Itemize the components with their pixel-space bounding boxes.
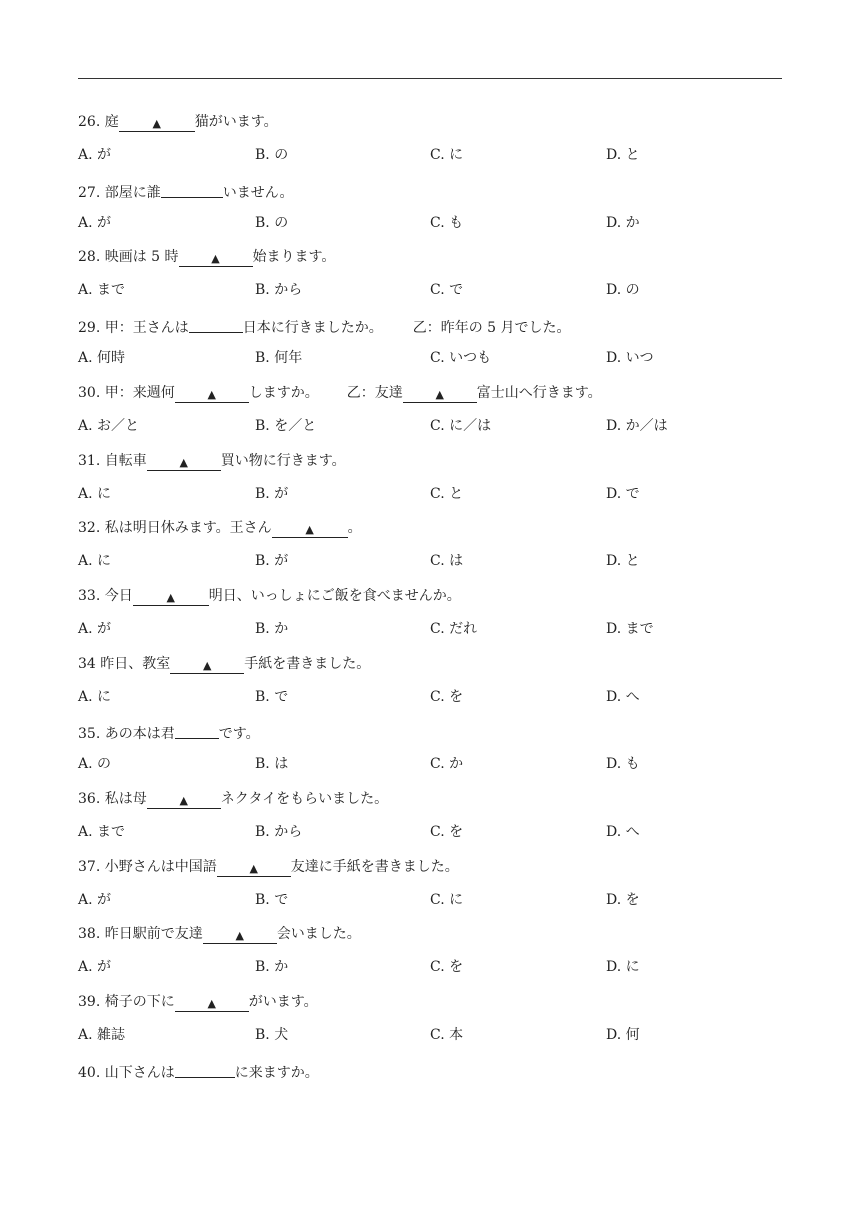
options-row [78,688,782,706]
option-b: B. から [255,824,303,840]
options-row [78,958,782,976]
options-row [78,485,782,503]
option-b: B. で [255,688,289,705]
option-c: C. いつも [430,350,492,367]
question-text: に来ますか。 [234,1064,319,1081]
question-text: 36. 私は母 [78,791,147,807]
option-d: D. へ [606,688,640,705]
option-c: C. を [430,824,464,840]
option-b: B. は [255,756,289,773]
option-a: A. まで [78,824,126,840]
answer-blank: ▲ [119,116,195,132]
question-text: 33. 今日 [78,587,133,604]
question-text: 友達に手紙を書きました。 [290,858,459,875]
option-c: C. に [430,147,464,163]
question-stem [78,384,602,402]
options-row [78,620,782,638]
option-a: A. まで [78,282,126,299]
option-a: A. 雑誌 [78,1027,126,1044]
question-stem [78,113,278,131]
question-text: 30. 甲：来週何 [78,384,175,401]
question-stem [78,790,388,808]
option-c: C. も [430,214,464,231]
option-b: B. 何年 [255,350,303,367]
option-d: D. 何 [606,1027,640,1044]
option-d: D. か [606,214,640,231]
option-b: B. か [255,959,289,976]
option-a: A. 何時 [78,350,126,367]
option-a: A. が [78,147,112,163]
option-c: C. で [430,282,464,299]
option-d: D. へ [606,824,640,840]
question-text: 39. 椅子の下に [78,994,175,1011]
question-text: がいます。 [248,994,318,1011]
option-d: D. も [606,756,640,773]
options-row [78,281,782,299]
option-b: B. 犬 [255,1027,289,1044]
answer-blank [161,182,223,198]
question-text: 日本に行きましたか。 [242,320,383,337]
answer-blank: ▲ [272,522,348,538]
option-a: A. の [78,756,112,773]
answer-blank: ▲ [175,996,249,1012]
answer-blank: ▲ [170,658,244,674]
question-stem [78,993,318,1011]
question-stem [78,316,571,337]
answer-blank: ▲ [403,387,477,403]
answer-blank: ▲ [147,455,221,471]
option-c: C. だれ [430,620,478,637]
question-stem [78,722,260,743]
question-text: 始まります。 [252,249,336,266]
option-b: B. で [255,891,289,908]
question-stem [78,587,461,605]
option-c: C. は [430,553,464,570]
answer-blank: ▲ [175,387,249,403]
option-b: B. の [255,214,289,231]
options-row [78,552,782,570]
question-text: 27. 部屋に誰 [78,184,161,201]
question-text: 34 昨日、教室 [78,655,171,672]
option-d: D. と [606,147,640,163]
options-row [78,891,782,909]
option-a: A. が [78,620,112,637]
question-text: 38. 昨日駅前で友達 [78,926,203,943]
options-row [78,1026,782,1044]
question-text: 会いました。 [276,926,361,943]
question-text: いません。 [222,184,294,201]
answer-blank: ▲ [147,793,221,809]
option-c: C. と [430,485,464,502]
question-stem [78,925,361,943]
option-b: B. が [255,553,289,570]
option-d: D. いつ [606,350,654,367]
option-d: D. の [606,282,640,299]
question-text: 26. 庭 [78,114,119,130]
option-c: C. 本 [430,1027,464,1044]
option-c: C. に [430,891,464,908]
option-d: D. か／は [606,417,668,434]
question-text: 乙：昨年の 5 月でした。 [412,320,571,337]
options-row [78,146,782,164]
option-a: A. お／と [78,417,140,434]
question-stem [78,248,335,266]
answer-blank: ▲ [203,928,277,944]
question-text: 32. 私は明日休みます。王さん [78,520,272,537]
option-d: D. と [606,553,640,570]
question-text: ネクタイをもらいました。 [220,791,389,807]
question-text: 。 [347,520,362,537]
option-a: A. が [78,891,112,908]
answer-blank [175,1062,235,1078]
options-row [78,417,782,435]
question-stem [78,181,294,202]
option-a: A. が [78,214,112,231]
option-a: A. に [78,688,112,705]
option-d: D. で [606,485,640,502]
option-b: B. を／と [255,417,317,434]
question-text: 35. あの本は君 [78,726,175,743]
question-stem [78,1061,319,1082]
options-row [78,823,782,841]
question-text: 37. 小野さんは中国語 [78,858,217,875]
answer-blank: ▲ [133,590,209,606]
answer-blank: ▲ [179,251,253,267]
question-stem [78,452,346,470]
answer-blank [189,317,243,333]
question-text: 28. 映画は 5 時 [78,249,179,266]
options-row [78,755,782,773]
option-b: B. から [255,282,303,299]
question-text: 乙：友達 [346,384,403,401]
question-text: 40. 山下さんは [78,1064,175,1081]
options-row [78,214,782,232]
question-text: 猫がいます。 [194,114,278,130]
question-text: しますか。 [248,384,319,401]
option-c: C. を [430,959,464,976]
question-text: です。 [218,726,260,743]
header-rule [78,78,782,79]
answer-blank: ▲ [217,861,291,877]
question-text: 富士山へ行きます。 [476,384,602,401]
question-stem [78,519,362,537]
question-text: 手紙を書きました。 [244,655,371,672]
option-c: C. に／は [430,417,492,434]
option-a: A. に [78,485,112,502]
option-b: B. か [255,620,289,637]
option-a: A. が [78,959,112,976]
question-text: 買い物に行きます。 [220,452,346,469]
question-stem [78,858,459,876]
option-c: C. を [430,688,464,705]
option-b: B. の [255,147,289,163]
question-stem [78,655,370,673]
answer-blank [175,723,219,739]
option-c: C. か [430,756,464,773]
question-text: 29. 甲：王さんは [78,320,189,337]
question-text: 明日、いっしょにご飯を食べませんか。 [208,587,461,604]
option-b: B. が [255,485,289,502]
option-d: D. まで [606,620,654,637]
option-a: A. に [78,553,112,570]
option-d: D. に [606,959,640,976]
question-text: 31. 自転車 [78,452,147,469]
option-d: D. を [606,891,640,908]
options-row [78,349,782,367]
